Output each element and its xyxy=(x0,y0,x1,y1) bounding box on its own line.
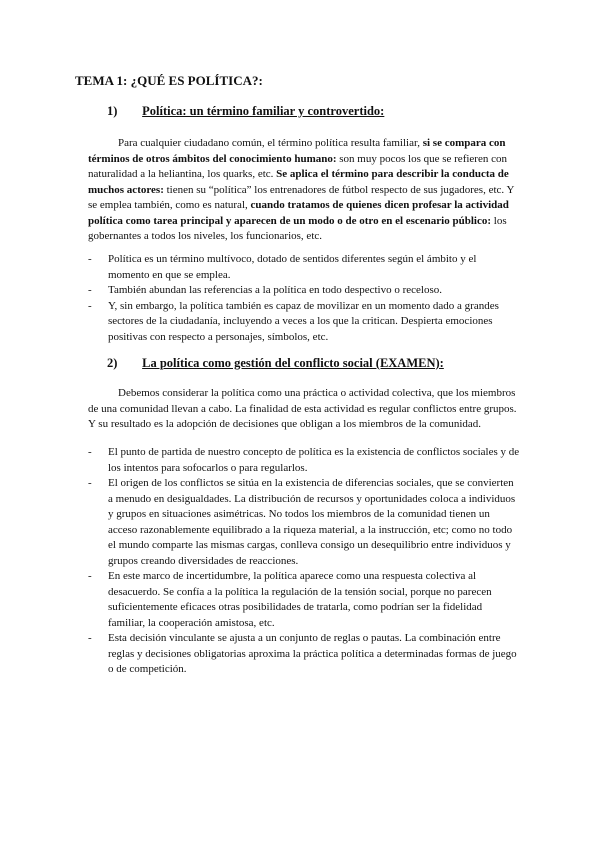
section-2-heading xyxy=(107,356,444,371)
section-2-title: La política como gestión del conflicto social (EXAMEN): xyxy=(142,356,444,370)
list-item xyxy=(88,569,520,631)
section-1-heading xyxy=(107,104,384,119)
bullet-dash: - xyxy=(88,570,92,582)
list-item xyxy=(88,445,520,476)
list-item xyxy=(88,631,520,678)
list-item-text: También abundan las referencias a la política en todo despectivo o receloso. xyxy=(108,284,442,296)
bullet-dash: - xyxy=(88,253,92,265)
list-item-text: Política es un término multívoco, dotado de sentidos diferentes según el ámbito y el momento en que se emplea. xyxy=(108,253,477,281)
bullet-dash: - xyxy=(88,446,92,458)
list-item-text: El origen de los conflictos se sitúa en la existencia de diferencias sociales, que se convierten a menudo en desigualdades. La distribución de recursos y oportunidades coloca a individuos y grupos en situaciones asimétricas. No todos los miembros de la comunidad tienen un acceso razonablemente equilibrado a la riqueza material, a la instrucción, etc; como no todo el mundo comparte las mismas cargas, conlleva consigo un desequilibrio entre individuos y grupos creando diversidades de reacciones. xyxy=(108,477,516,567)
list-item xyxy=(88,476,520,569)
bullet-dash: - xyxy=(88,477,92,489)
para-text: son muy pocos los que se refieren con naturalidad a la heliantina, los quarks, etc. xyxy=(88,152,507,180)
para-text: tienen su “política” los entrenadores de fútbol respecto de sus jugadores, etc. Y se emplea también, como es natural, xyxy=(88,183,515,211)
para-text: los gobernantes a todos los niveles, los funcionarios, etc. xyxy=(88,214,507,242)
list-item xyxy=(88,252,520,283)
section-1-paragraph xyxy=(88,136,518,245)
list-item-text: En este marco de incertidumbre, la política aparece como una respuesta colectiva al desacuerdo. Se confía a la política la regulación de la tensión social, porque no parecen suficientemente eficaces otras posibilidades de tratarla, como podrían ser la fidelidad familiar, la cooperación amistosa, etc. xyxy=(108,570,492,629)
para-bold: si se compara con términos de otros ámbitos del conocimiento humano: xyxy=(88,137,506,165)
list-item-text: Y, sin embargo, la política también es capaz de movilizar en un momento dado a grandes sectores de la ciudadanía, incluyendo a veces a los que la critican. Despierta emociones positivas con respecto a personajes, símbolos, etc. xyxy=(108,299,499,343)
bullet-dash: - xyxy=(88,632,92,644)
para-bold: cuando tratamos de quienes dicen profesar la actividad política como tarea principal y aparecen de un modo o de otro en el escenario público: xyxy=(88,199,509,227)
list-item xyxy=(88,299,520,346)
section-2-number: 2) xyxy=(107,356,118,370)
section-1-number: 1) xyxy=(107,104,118,118)
bullet-dash: - xyxy=(88,299,92,312)
section-1-title: Política: un término familiar y controvertido: xyxy=(142,104,385,118)
section-2-bullet-list xyxy=(88,445,520,678)
list-item xyxy=(88,283,520,299)
para-bold: Se aplica el término para describir la conducta de muchos actores: xyxy=(88,168,509,196)
section-1-bullet-list xyxy=(88,252,520,345)
list-item-text: Esta decisión vinculante se ajusta a un conjunto de reglas o pautas. La combinación entre reglas y decisiones obligatorias aproxima la práctica política a determinadas formas de juego o de competición. xyxy=(108,632,517,675)
section-2-paragraph xyxy=(88,386,518,433)
para-text: Para cualquier ciudadano común, el término política resulta familiar, xyxy=(118,137,423,149)
para-text: Debemos considerar la política como una práctica o actividad colectiva, que los miembros de una comunidad llevan a cabo. La finalidad de esta actividad es regular conflictos entre grupos. Y su resultado es la adopción de decisiones que obligan a los miembros de la comunidad. xyxy=(88,387,517,430)
bullet-dash: - xyxy=(88,284,92,296)
page-title: TEMA 1: ¿QUÉ ES POLÍTICA?: xyxy=(75,73,263,88)
list-item-text: El punto de partida de nuestro concepto de política es la existencia de conflictos sociales y de los intentos para sofocarlos o para regularlos. xyxy=(108,446,520,474)
